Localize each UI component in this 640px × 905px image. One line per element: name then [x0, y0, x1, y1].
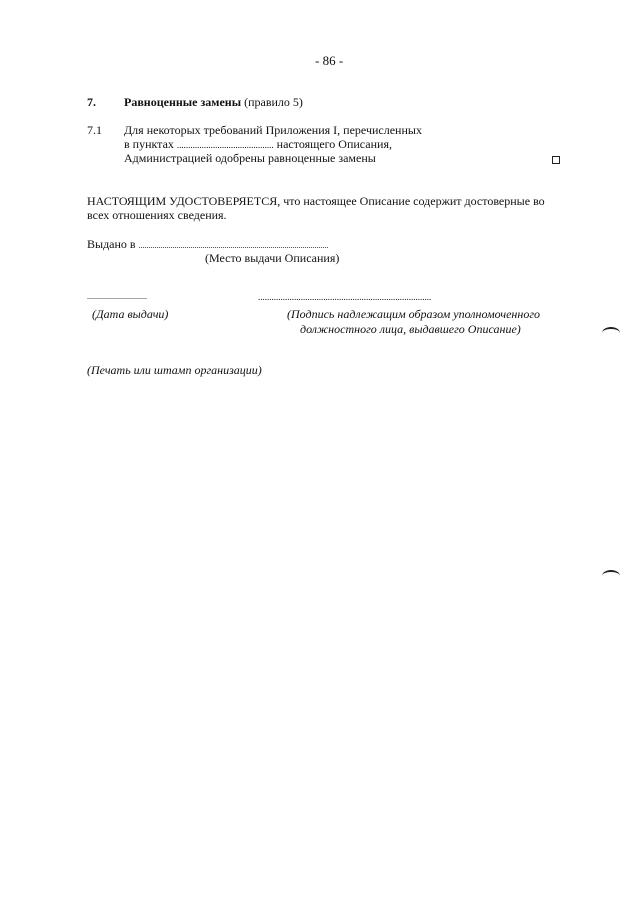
section-rule: (правило 5): [241, 95, 303, 109]
date-caption: (Дата выдачи): [92, 307, 169, 321]
item-line-2-prefix: в пунктах: [124, 137, 174, 151]
date-blank[interactable]: ..............................: [87, 292, 147, 301]
signature-caption-line-2: должностного лица, выдавшего Описание): [300, 322, 521, 336]
binding-mark-top: [602, 327, 620, 339]
signature-caption-line-1: (Подпись надлежащим образом уполномоченного: [287, 307, 541, 321]
section-number: 7.: [87, 95, 96, 109]
page-number: - 86 -: [315, 53, 344, 68]
item-number: 7.1: [87, 123, 102, 137]
section-title: Равноценные замены: [124, 95, 242, 109]
issued-place-caption: (Место выдачи Описания): [205, 251, 340, 265]
item-line-2: [124, 137, 392, 152]
section-heading: [124, 95, 303, 109]
equivalent-replacements-checkbox[interactable]: [552, 156, 560, 164]
item-line-2-suffix: настоящего Описания,: [276, 137, 392, 151]
certification-line-2: всех отношениях сведения.: [87, 208, 227, 222]
item-points-blank[interactable]: ...........................................: [176, 140, 274, 150]
issued-label: Выдано в: [87, 237, 136, 251]
item-line-1: Для некоторых требований Приложения I, перечисленных: [124, 123, 422, 137]
stamp-caption: (Печать или штамп организации): [87, 363, 262, 377]
item-line-3: Администрацией одобрены равноценные замены: [124, 151, 376, 165]
signature-blank[interactable]: .............................................................................: [258, 292, 432, 302]
issued-place-blank[interactable]: ...............................................................................................: [138, 241, 329, 250]
binding-mark-bottom: [602, 570, 620, 582]
certification-line-1: НАСТОЯЩИМ УДОСТОВЕРЯЕТСЯ, что настоящее Описание содержит достоверные во: [87, 194, 545, 208]
